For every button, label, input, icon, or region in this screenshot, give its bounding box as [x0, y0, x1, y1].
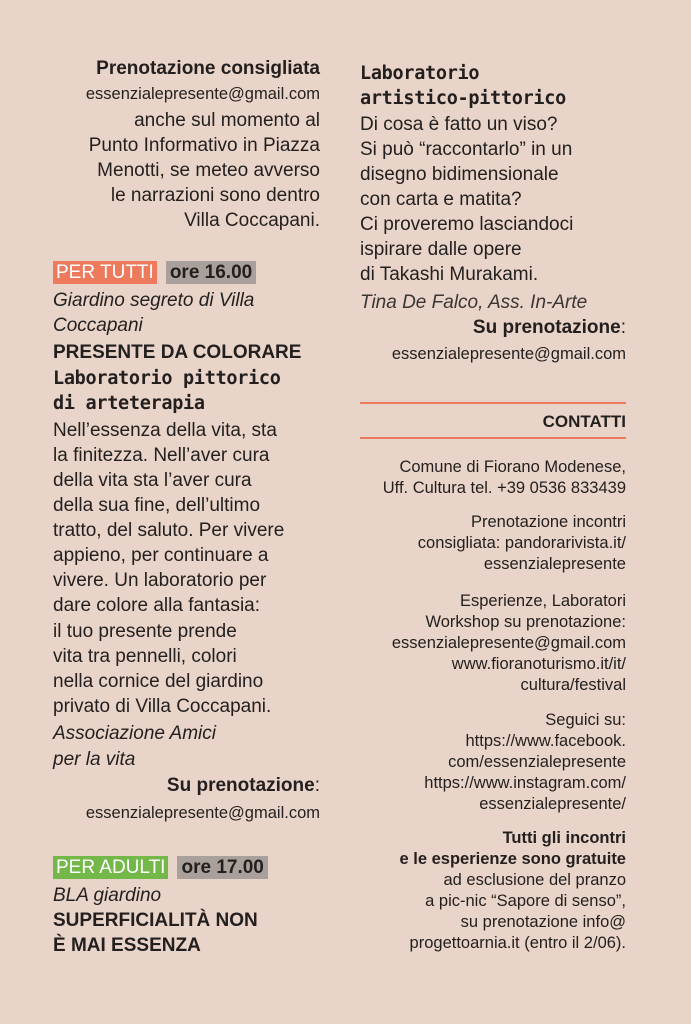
event-body-line: la finitezza. Nell’aver cura	[53, 445, 270, 466]
event-body-line: nella cornice del giardino	[53, 671, 264, 692]
free-note-bold: Tutti gli incontri	[502, 829, 626, 847]
event-body-line: privato di Villa Coccapani.	[53, 696, 272, 717]
event-body-line: vita tra pennelli, colori	[53, 646, 237, 667]
contact-email[interactable]: essenzialepresente@gmail.com	[391, 634, 626, 652]
booking-line: anche sul momento al	[134, 110, 320, 131]
lab-body-line: Si può “raccontarlo” in un	[360, 139, 573, 160]
free-note-line: progettoarnia.it (entro il 2/06).	[409, 934, 626, 952]
booking-email[interactable]: essenzialepresente@gmail.com	[85, 85, 320, 103]
booking-label: Su prenotazione	[472, 317, 621, 338]
lab-body-line: di Takashi Murakami.	[360, 264, 539, 285]
event-body-line: della vita sta l’aver cura	[53, 470, 252, 491]
audience-badge: PER ADULTI	[53, 856, 168, 879]
lab-body-line: con carta e matita?	[360, 189, 522, 210]
event-body-line: vivere. Un laboratorio per	[53, 570, 267, 591]
booking-line: Menotti, se meteo avverso	[97, 160, 320, 181]
event-title: È MAI ESSENZA	[53, 935, 201, 956]
instagram-link[interactable]: essenzialepresente/	[479, 795, 626, 813]
event-email[interactable]: essenzialepresente@gmail.com	[85, 804, 320, 822]
instagram-link[interactable]: https://www.instagram.com/	[424, 774, 626, 792]
lab-title: artistico-pittorico	[360, 88, 566, 109]
contact-line: Seguici su:	[545, 711, 626, 729]
event-place: Coccapani	[53, 315, 143, 336]
event-place: BLA giardino	[53, 885, 162, 906]
lab-email[interactable]: essenzialepresente@gmail.com	[391, 345, 626, 363]
event-body-line: tratto, del saluto. Per vivere	[53, 520, 285, 541]
lab-body-line: disegno bidimensionale	[360, 164, 559, 185]
event-title: PRESENTE DA COLORARE	[53, 342, 302, 363]
event2-header	[53, 856, 268, 879]
contact-link[interactable]: essenzialepresente	[483, 555, 626, 573]
lab-author: Tina De Falco, Ass. In-Arte	[360, 292, 588, 313]
booking-required	[167, 774, 320, 797]
event-subtitle: Laboratorio pittorico	[53, 368, 281, 389]
contact-line: Uff. Cultura tel. +39 0536 833439	[382, 479, 626, 497]
booking-line: Punto Informativo in Piazza	[88, 135, 320, 156]
event-place: Giardino segreto di Villa	[53, 290, 255, 311]
booking-line: le narrazioni sono dentro	[110, 185, 320, 206]
contact-line: Comune di Fiorano Modenese,	[399, 458, 626, 476]
event-author: Associazione Amici	[53, 723, 216, 744]
event-time: ore 17.00	[177, 856, 267, 879]
free-note-line: ad esclusione del pranzo	[443, 871, 626, 889]
event-author: per la vita	[53, 749, 136, 770]
booking-line: Villa Coccapani.	[184, 210, 320, 231]
divider-top	[360, 402, 626, 404]
lab-title: Laboratorio	[360, 63, 480, 84]
event-title: SUPERFICIALITÀ NON	[53, 910, 258, 931]
free-note-bold: e le esperienze sono gratuite	[399, 850, 626, 868]
contact-link[interactable]: consigliata: pandorarivista.it/	[417, 534, 626, 552]
lab-body-line: Ci proveremo lasciandoci	[360, 214, 574, 235]
contact-line: Prenotazione incontri	[470, 513, 626, 531]
booking-title: Prenotazione consigliata	[96, 58, 320, 79]
divider-bottom	[360, 437, 626, 439]
event-body-line: appieno, per continuare a	[53, 545, 269, 566]
contacts-heading: CONTATTI	[542, 412, 626, 431]
event-body-line: Nell’essenza della vita, sta	[53, 420, 277, 441]
contact-link[interactable]: cultura/festival	[520, 676, 626, 694]
free-note-line: a pic-nic “Sapore di senso”,	[425, 892, 626, 910]
facebook-link[interactable]: https://www.facebook.	[465, 732, 626, 750]
lab-body-line: ispirare dalle opere	[360, 239, 522, 260]
event-body-line: della sua fine, dell’ultimo	[53, 495, 261, 516]
lab-body-line: Di cosa è fatto un viso?	[360, 114, 558, 135]
event-body-line: dare colore alla fantasia:	[53, 595, 261, 616]
contact-line: Workshop su prenotazione:	[425, 613, 626, 631]
booking-colon: :	[620, 317, 626, 338]
booking-colon: :	[314, 775, 320, 796]
free-note-line: su prenotazione info@	[460, 913, 626, 931]
event-time: ore 16.00	[166, 261, 256, 284]
event-subtitle: di arteterapia	[53, 393, 205, 414]
booking-label: Su prenotazione	[166, 775, 315, 796]
event-body-line: il tuo presente prende	[53, 621, 237, 642]
contact-line: Esperienze, Laboratori	[459, 592, 626, 610]
audience-badge: PER TUTTI	[53, 261, 157, 284]
facebook-link[interactable]: com/essenzialepresente	[448, 753, 626, 771]
event1-header	[53, 261, 256, 284]
contact-link[interactable]: www.fioranoturismo.it/it/	[451, 655, 626, 673]
booking-required	[473, 316, 626, 339]
